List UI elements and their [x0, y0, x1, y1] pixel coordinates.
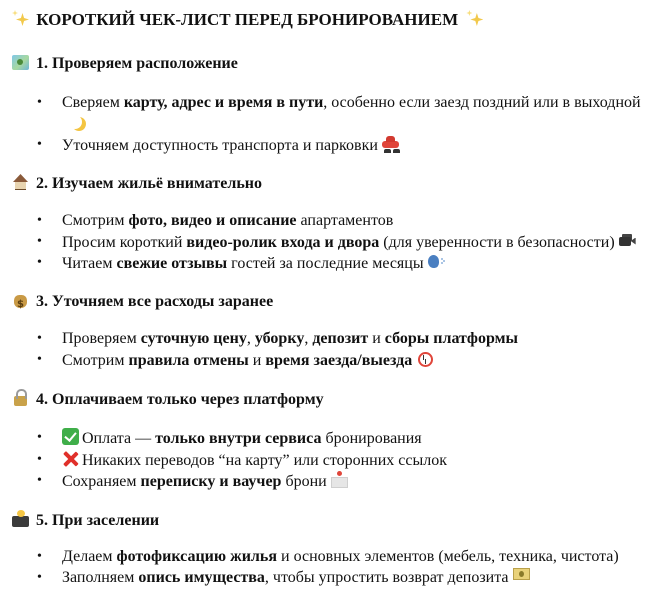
item-text: брони	[281, 473, 327, 490]
item-text: Проверяем	[62, 330, 141, 347]
item-text: Делаем	[62, 548, 117, 565]
section-heading-text: 1. Проверяем расположение	[36, 55, 238, 72]
item-text: Никаких переводов “на карту” или сторонних ссылок	[82, 451, 447, 469]
bullet: •	[37, 233, 42, 249]
bullet: •	[37, 430, 42, 445]
section-heading-costs	[12, 291, 273, 312]
document-title	[12, 9, 483, 31]
camera-with-flash-icon	[12, 510, 29, 527]
sparkles-icon	[466, 10, 483, 27]
item-text: Оплата —	[82, 430, 156, 447]
item-text: Читаем	[62, 255, 117, 272]
bullet: •	[37, 213, 42, 228]
bullet: •	[37, 255, 42, 270]
item-text: Заполняем	[62, 568, 139, 586]
sparkles-icon	[12, 10, 29, 27]
bullet: •	[37, 95, 42, 110]
world-map-icon	[12, 55, 29, 70]
cross-mark-icon	[62, 450, 79, 467]
item-bold-text: сборы платформы	[384, 330, 519, 347]
item-text: Смотрим	[62, 212, 129, 229]
item-text: Сохраняем	[62, 473, 141, 490]
item-text: ,	[246, 330, 255, 347]
dollar-banknote-icon	[513, 568, 530, 580]
item-text: и	[248, 351, 266, 369]
item-text: бронирования	[321, 430, 422, 447]
list-item	[0, 450, 655, 472]
section-list-costs	[0, 329, 655, 371]
item-bold-text: видео-ролик входа и двора	[186, 233, 380, 251]
item-text: и основных элементов (мебель, техника, чистота)	[277, 548, 619, 565]
item-bold-text: опись имущества	[138, 568, 265, 586]
list-item	[0, 93, 655, 135]
movie-camera-icon	[619, 232, 636, 249]
section-heading-checkin	[12, 510, 159, 531]
section-heading-location	[12, 54, 238, 74]
item-bold-text: переписку и ваучер	[140, 473, 282, 490]
item-bold-text: время заезда/выезда	[265, 351, 413, 369]
bullet: •	[37, 137, 42, 152]
item-bold-text: суточную цену	[140, 330, 247, 347]
bullet: •	[37, 451, 42, 467]
item-text: апартаментов	[296, 212, 394, 229]
section-list-checkin	[0, 547, 655, 588]
item-bold-text: только внутри сервиса	[155, 430, 322, 447]
item-text: , особенно если заезд поздний или в выходной	[323, 94, 641, 111]
list-item	[0, 211, 655, 232]
bullet: •	[37, 331, 42, 346]
item-text: и	[368, 330, 385, 347]
list-item	[0, 350, 655, 372]
crescent-moon-icon	[66, 114, 83, 131]
item-text: Уточняем доступность транспорта и парковки	[62, 137, 378, 154]
list-item	[0, 471, 655, 493]
bullet: •	[37, 351, 42, 367]
section-list-housing	[0, 211, 655, 275]
bullet: •	[37, 549, 42, 564]
alarm-clock-icon	[416, 350, 433, 367]
list-item	[0, 547, 655, 568]
title-text: КОРОТКИЙ ЧЕК-ЛИСТ ПЕРЕД БРОНИРОВАНИЕМ	[36, 10, 459, 29]
incoming-envelope-icon	[331, 471, 348, 488]
section-heading-housing	[12, 173, 262, 194]
section-heading-payment	[12, 389, 324, 410]
item-bold-text: фото, видео и описание	[128, 212, 297, 229]
section-list-location	[0, 93, 655, 157]
lock-icon	[12, 389, 29, 406]
item-text: Смотрим	[62, 351, 129, 369]
list-item	[0, 428, 655, 450]
section-list-payment	[0, 428, 655, 493]
item-text: (для уверенности в безопасности)	[379, 233, 615, 251]
list-item	[0, 253, 655, 275]
item-text: гостей за последние месяцы	[227, 255, 424, 272]
item-bold-text: депозит	[312, 330, 369, 347]
item-text: Просим короткий	[62, 233, 187, 251]
section-heading-text: 5. При заселении	[36, 512, 160, 529]
speaking-head-icon	[428, 253, 445, 270]
money-bag-icon	[12, 291, 29, 308]
list-item	[0, 329, 655, 350]
item-bold-text: правила отмены	[128, 351, 249, 369]
list-item	[0, 232, 655, 254]
item-text: Сверяем	[62, 94, 124, 111]
item-text: ,	[304, 330, 313, 347]
item-bold-text: фотофиксацию жилья	[116, 548, 278, 565]
section-heading-text: 2. Изучаем жильё внимательно	[36, 175, 262, 192]
list-item	[0, 135, 655, 157]
bullet: •	[37, 569, 42, 585]
section-heading-text: 4. Оплачиваем только через платформу	[36, 391, 324, 408]
list-item	[0, 568, 655, 589]
car-icon	[382, 135, 399, 152]
bullet: •	[37, 473, 42, 488]
item-text: , чтобы упростить возврат депозита	[264, 568, 509, 586]
item-bold-text: уборку	[254, 330, 305, 347]
check-mark-button-icon	[62, 428, 79, 445]
house-with-garden-icon	[12, 173, 29, 190]
item-bold-text: карту, адрес и время в пути	[123, 94, 324, 111]
item-bold-text: свежие отзывы	[116, 255, 228, 272]
section-heading-text: 3. Уточняем все расходы заранее	[36, 293, 274, 310]
